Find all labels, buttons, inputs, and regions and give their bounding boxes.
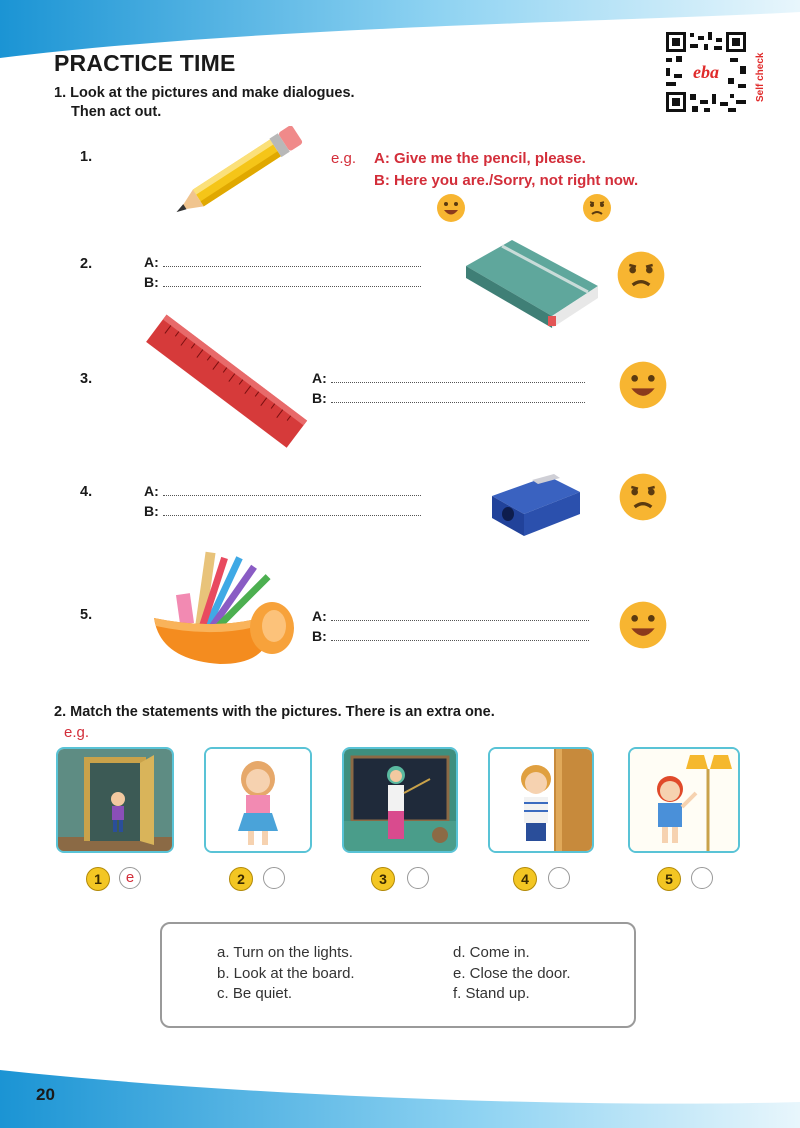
answer-circle-5[interactable] [691,867,713,889]
ruler-icon [144,312,308,452]
item-number-4: 4. [80,484,93,500]
item-number-3: 3. [80,371,93,387]
statement-f: f. Stand up. [453,985,530,1002]
sad-face-icon [582,193,612,223]
picture-number-badge-5: 5 [657,867,681,891]
answer-line-a[interactable] [163,483,421,496]
exercise2-example-label: e.g. [64,724,90,741]
answer-circle-4[interactable] [548,867,570,889]
statement-e: e. Close the door. [453,964,571,982]
page-title: PRACTICE TIME [54,50,236,76]
boy-at-door-illustration [490,749,592,851]
example-dialogue [374,148,638,192]
example-line-a: A: Give me the pencil, please. [374,150,586,167]
qr-code-icon[interactable] [664,30,748,114]
teacher-at-board-illustration [344,749,456,851]
dialogue-lines-2: A: B: [144,252,421,292]
item-number-1: 1. [80,149,93,165]
picture-4 [488,747,594,853]
picture-5 [628,747,740,853]
self-check-label [752,48,766,104]
statement-a: a. Turn on the lights. [217,944,353,961]
dialogue-lines-4: A: B: [144,481,421,521]
girl-illustration [206,749,310,851]
exercise1-instruction: 1. Look at the pictures and make dialogues. Then act out. [54,85,355,120]
girl-with-lamp-illustration [630,749,738,851]
dialogue-lines-5: A: B: [312,606,589,646]
picture-number-badge-1: 1 [86,867,110,891]
pencil-icon [160,126,316,216]
example-line-b: B: Here you are./Sorry, not right now. [374,172,639,189]
picture-2 [204,747,312,853]
answer-line-b[interactable] [331,628,589,641]
child-at-door-illustration [58,749,172,851]
exercise2-instruction: 2. Match the statements with the pictures. There is an extra one. [54,704,495,720]
statements-left-column [217,943,355,1005]
example-label: e.g. [331,150,357,167]
statement-b: b. Look at the board. [217,964,355,982]
statements-right-column [453,943,571,1005]
happy-face-icon [618,600,668,650]
answer-line-b[interactable] [163,274,421,287]
picture-number-badge-2: 2 [229,867,253,891]
answer-line-a[interactable] [163,254,421,267]
sad-face-icon [618,472,668,522]
answer-circle-1[interactable]: e [119,867,141,889]
answer-line-a[interactable] [331,608,589,621]
picture-number-badge-4: 4 [513,867,537,891]
answer-line-a[interactable] [331,370,585,383]
item-number-2: 2. [80,256,93,272]
happy-face-icon [618,360,668,410]
qr-logo-text: eba [693,62,719,82]
sad-face-icon [616,250,666,300]
bottom-wave-band [0,1068,800,1128]
item-number-5: 5. [80,607,93,623]
statement-d: d. Come in. [453,944,530,961]
answer-line-b[interactable] [331,390,585,403]
picture-3 [342,747,458,853]
answer-line-b[interactable] [163,503,421,516]
book-icon [462,236,602,330]
dialogue-lines-3: A: B: [312,368,585,408]
sharpener-icon [488,466,584,538]
happy-face-icon [436,193,466,223]
pencil-case-icon [150,544,296,670]
answer-circle-2[interactable] [263,867,285,889]
page-number: 20 [36,1085,55,1104]
answer-circle-3[interactable] [407,867,429,889]
statement-c: c. Be quiet. [217,985,293,1002]
svg-text:Self check: Self check [755,52,766,102]
picture-number-badge-3: 3 [371,867,395,891]
picture-1 [56,747,174,853]
